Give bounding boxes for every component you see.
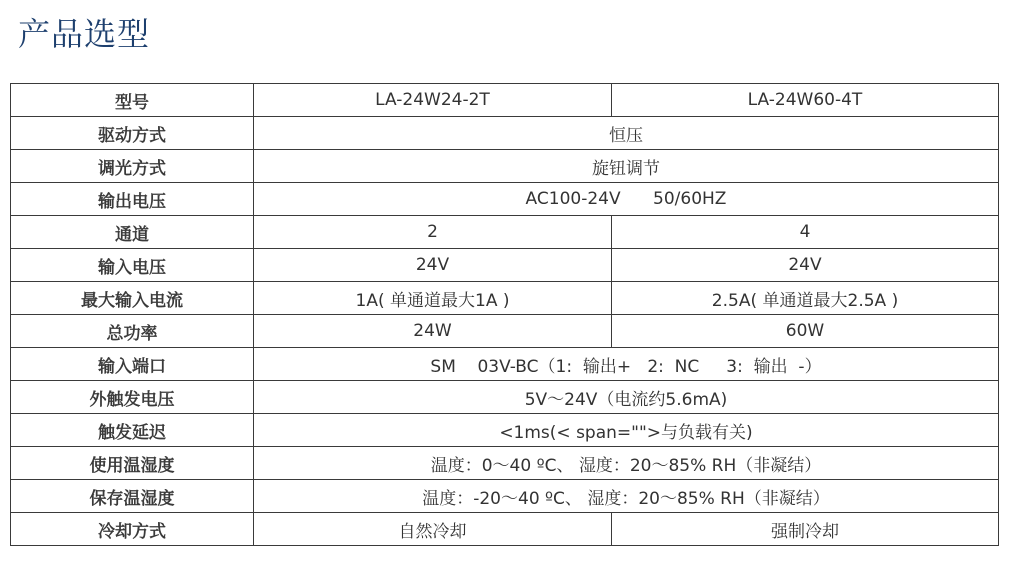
row-value: 旋钮调节	[254, 150, 999, 183]
table-row-input-voltage	[11, 249, 999, 282]
table-row-model	[11, 84, 999, 117]
row-label: 冷却方式	[11, 513, 254, 546]
table-row-dimming-mode	[11, 150, 999, 183]
row-value: 温度：0～40 ºC、 湿度：20～85% RH（非凝结）	[254, 447, 999, 480]
row-value-col1: 自然冷却	[254, 513, 612, 546]
row-value-col2: 强制冷却	[612, 513, 999, 546]
table-row-total-power	[11, 315, 999, 348]
table-row-max-input-current	[11, 282, 999, 315]
row-value-col2: 60W	[612, 315, 999, 348]
row-value-col1: 24V	[254, 249, 612, 282]
table-row-cooling-method	[11, 513, 999, 546]
row-value-col1: 1A( 单通道最大1A )	[254, 282, 612, 315]
model-2-cell: LA-24W60-4T	[612, 84, 999, 117]
row-value: SM 03V-BC（1: 输出+ 2: NC 3: 输出 -）	[254, 348, 999, 381]
row-label: 总功率	[11, 315, 254, 348]
row-value: 温度：-20～40 ºC、 湿度：20～85% RH（非凝结）	[254, 480, 999, 513]
row-value: AC100-24V 50/60HZ	[254, 183, 999, 216]
table-row-trigger-voltage	[11, 381, 999, 414]
table-row-input-port	[11, 348, 999, 381]
row-value-col2: 4	[612, 216, 999, 249]
table-row-operating-temp-humidity	[11, 447, 999, 480]
row-value-col1: 2	[254, 216, 612, 249]
row-label: 保存温湿度	[11, 480, 254, 513]
row-label: 输入端口	[11, 348, 254, 381]
row-label: 使用温湿度	[11, 447, 254, 480]
row-label: 最大输入电流	[11, 282, 254, 315]
row-label: 驱动方式	[11, 117, 254, 150]
table-row-storage-temp-humidity	[11, 480, 999, 513]
row-value-col1: 24W	[254, 315, 612, 348]
row-value-col2: 24V	[612, 249, 999, 282]
row-value: 5V～24V（电流约5.6mA)	[254, 381, 999, 414]
row-value: 恒压	[254, 117, 999, 150]
row-label: 调光方式	[11, 150, 254, 183]
product-spec-table	[10, 83, 999, 546]
row-label: 外触发电压	[11, 381, 254, 414]
row-label: 通道	[11, 216, 254, 249]
row-label: 型号	[11, 84, 254, 117]
table-row-trigger-delay	[11, 414, 999, 447]
row-label: 输入电压	[11, 249, 254, 282]
model-1-cell: LA-24W24-2T	[254, 84, 612, 117]
row-label: 触发延迟	[11, 414, 254, 447]
row-label: 输出电压	[11, 183, 254, 216]
row-value: <1ms(< span="">与负载有关)	[254, 414, 999, 447]
row-value-col2: 2.5A( 单通道最大2.5A )	[612, 282, 999, 315]
table-row-channels	[11, 216, 999, 249]
table-row-drive-mode	[11, 117, 999, 150]
page-title: 产品选型	[18, 15, 151, 53]
table-row-output-voltage	[11, 183, 999, 216]
